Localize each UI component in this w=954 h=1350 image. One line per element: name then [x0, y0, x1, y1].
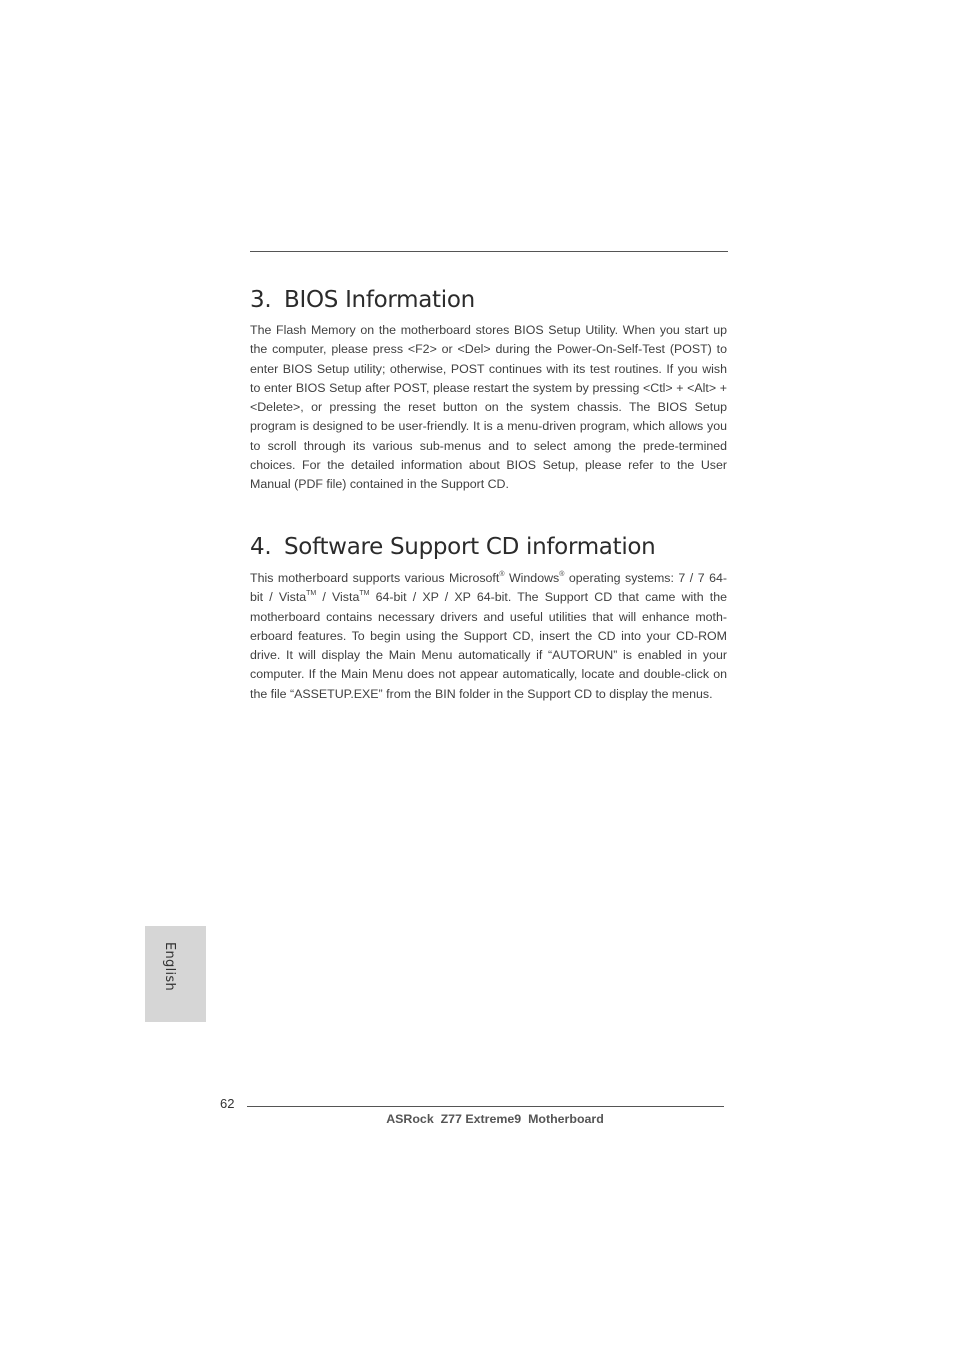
section-4-text-3: operating systems: 7 / 7 64-bit / Vista — [250, 571, 727, 605]
top-divider — [250, 251, 728, 252]
section-3-paragraph: The Flash Memory on the motherboard stores BIOS Setup Utility. When you start up the computer, please press <F2> or <Del> during the Power-On-Self-Test (POST) to enter BIOS Setup utility; otherwise, POST continues with its test routines. If you wish to enter BIOS Setup after POST, please restart the system by pressing <Ctl> + <Alt> + <Delete>, or pressing the reset button on the system chassis. The BIOS Setup program is designed to be user-friendly. It is a menu-driven program, which allows you to scroll through its various sub-menus and to select among the prede-termined choices. For the detailed information about BIOS Setup, please refer to the User Manual (PDF file) contained in the Support CD. — [250, 323, 727, 492]
language-tab-label: English — [162, 942, 177, 992]
footer-title: ASRock Z77 Extreme9 Motherboard — [386, 1112, 604, 1126]
section-3-number: 3. — [250, 287, 272, 313]
section-4-title: Software Support CD information — [284, 534, 656, 560]
section-3-title: BIOS Information — [284, 287, 475, 313]
registered-mark: ® — [559, 571, 565, 578]
section-4-text-2: Windows — [504, 571, 560, 585]
footer-divider — [247, 1106, 724, 1107]
section-4-paragraph — [250, 569, 727, 704]
section-4-number: 4. — [250, 534, 272, 560]
registered-mark: ® — [499, 571, 505, 578]
section-4-text-1: This motherboard supports various Microsoft — [250, 571, 500, 585]
trademark-mark: TM — [306, 590, 317, 598]
section-4-heading — [250, 534, 655, 560]
page-number: 62 — [220, 1096, 235, 1111]
section-4-text-4: / Vista — [316, 590, 360, 605]
section-3-heading — [250, 287, 475, 313]
trademark-mark: TM — [359, 590, 370, 598]
language-tab — [145, 926, 206, 1022]
section-4-text-5: 64-bit / XP / XP 64-bit. The Support CD that came with the motherboard contains necessary drivers and useful utilities that will enhance moth-erboard features. To begin using the Support CD, insert the CD into your CD-ROM drive. It will display the Main Menu automatically if “AUTORUN” is enabled in your computer. If the Main Menu does not appear automatically, locate and double-click on the file “ASSETUP.EXE” from the BIN folder in the Support CD to display the menus. — [250, 590, 727, 701]
